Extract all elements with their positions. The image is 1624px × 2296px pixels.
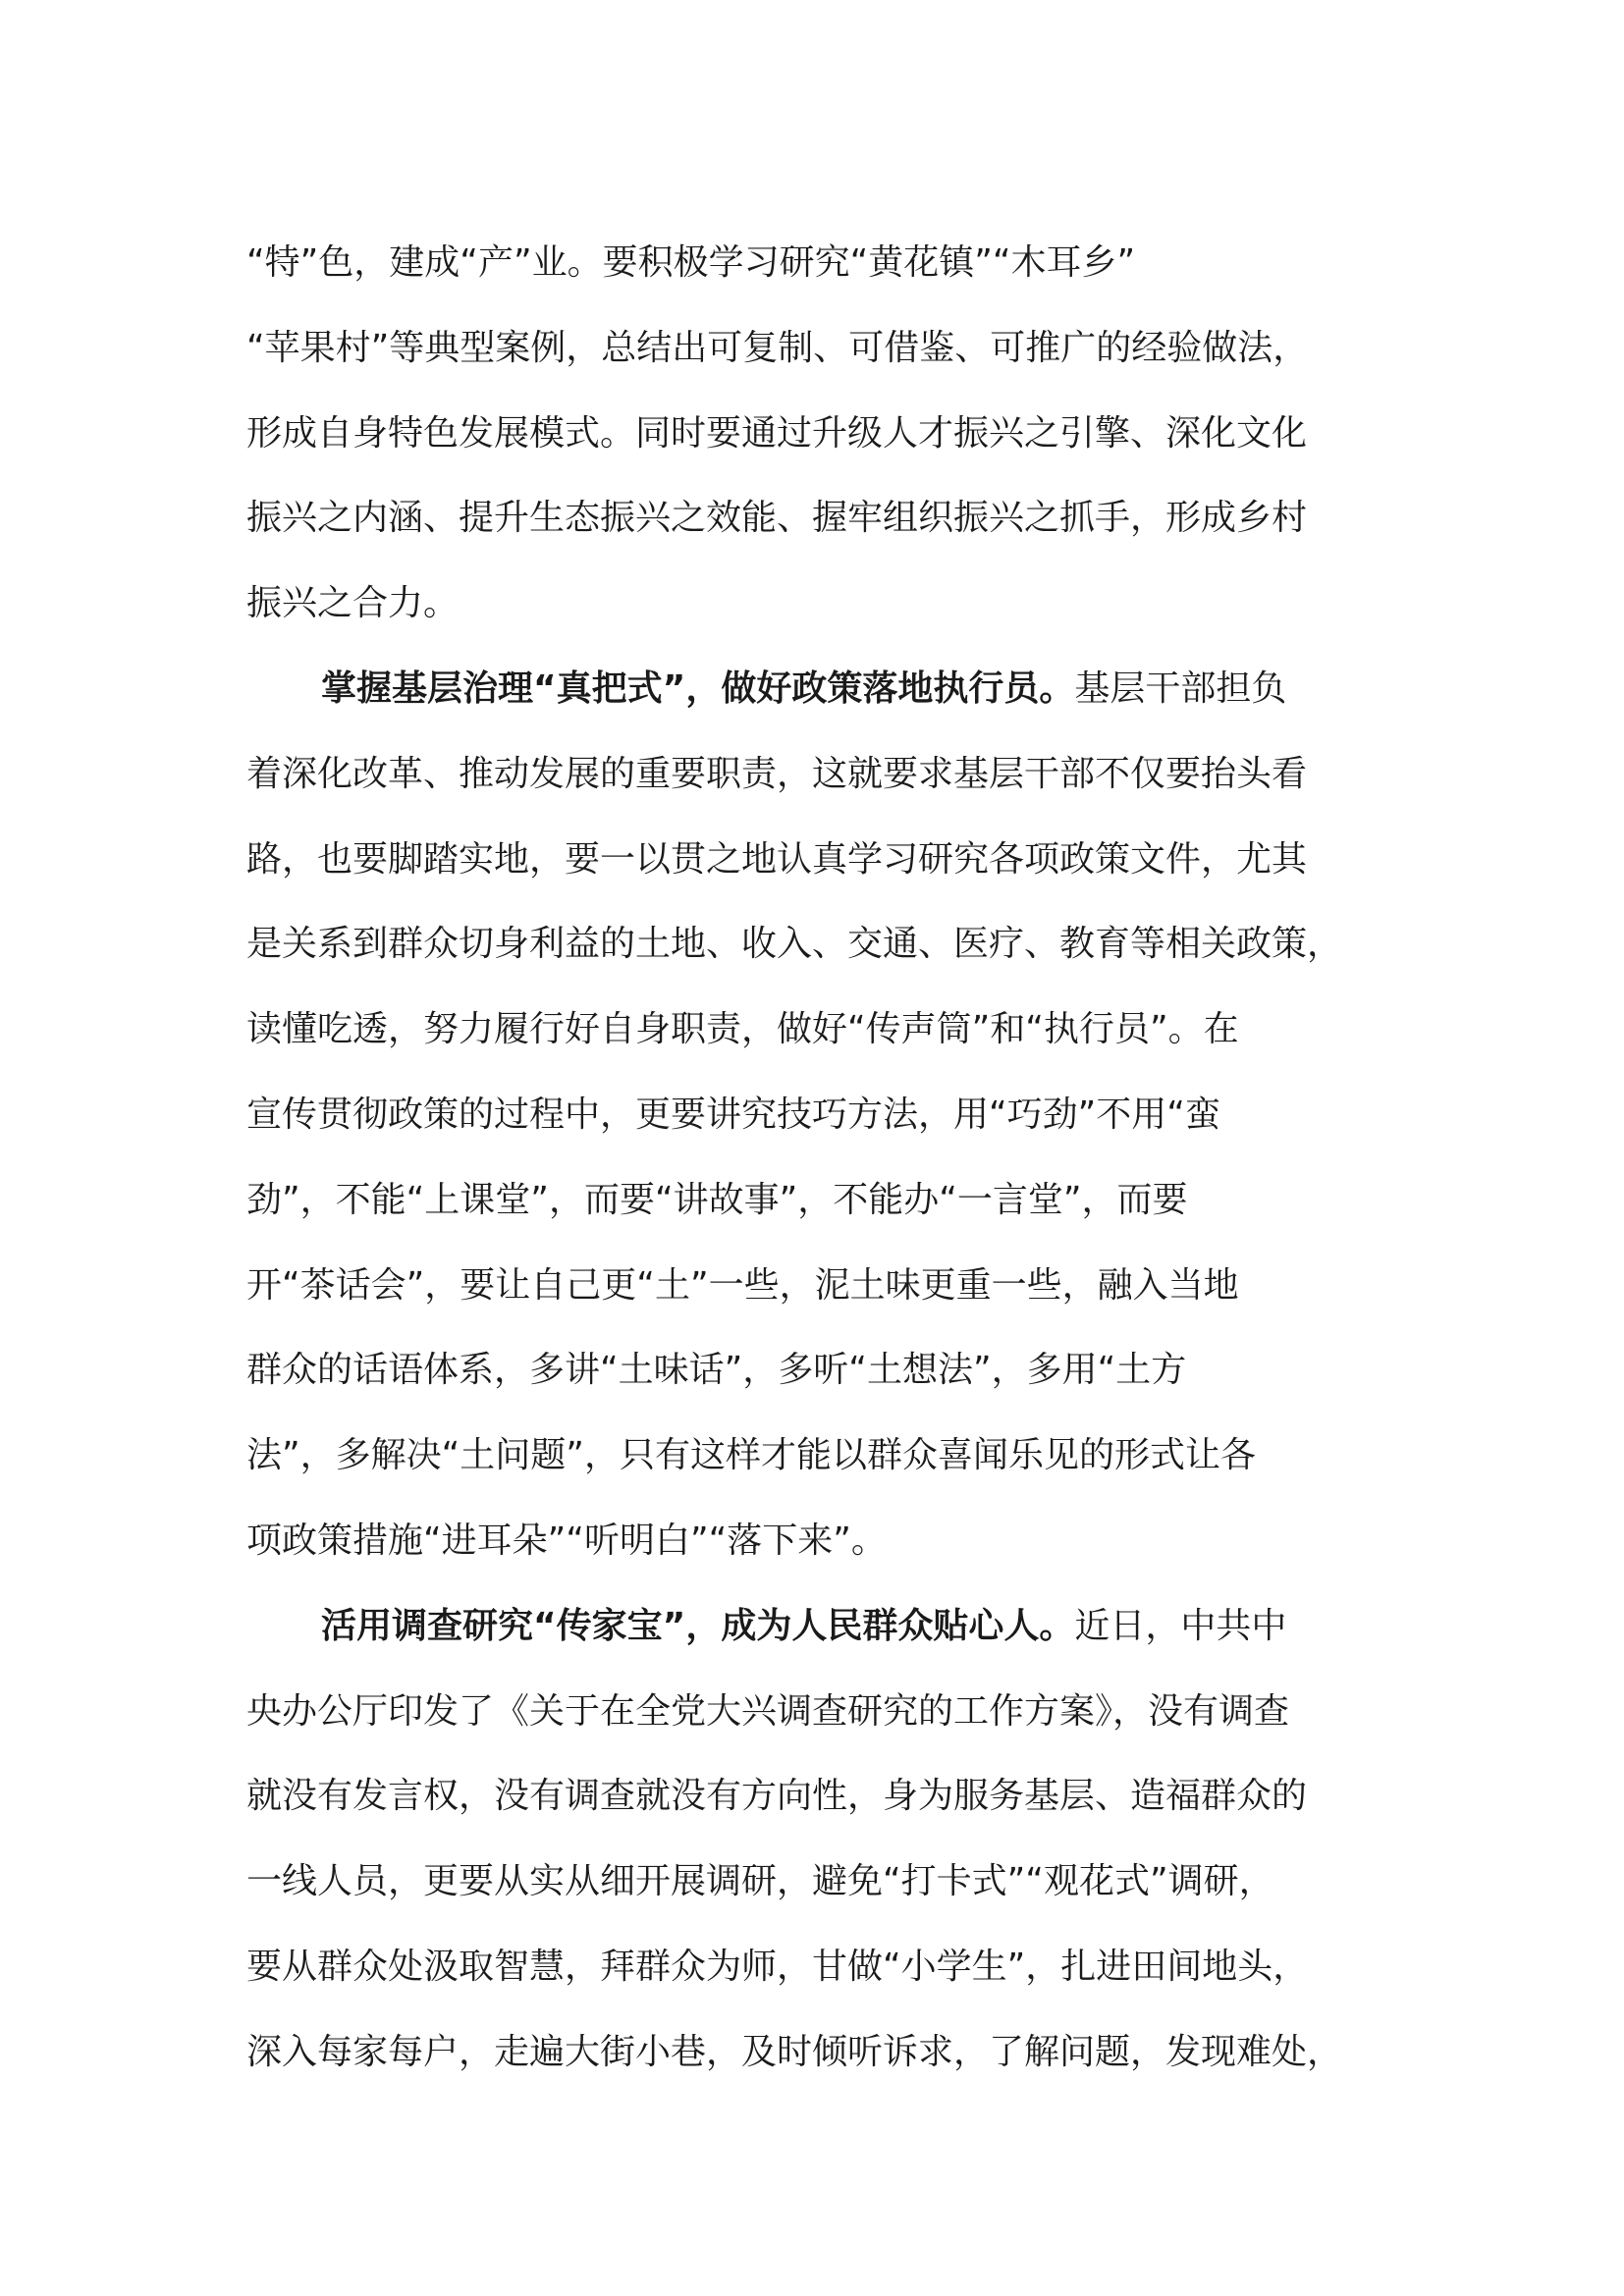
text-line-21 [246, 1925, 1385, 2010]
paragraph-heading: 活用调查研究“传家宝”，成为人民群众贴心人。 [321, 1605, 1075, 1646]
text-line-5 [246, 561, 1385, 647]
line-text: 振兴之合力。 [246, 583, 460, 624]
text-line-18 [246, 1670, 1385, 1755]
text-line-4 [246, 476, 1385, 561]
text-line-8 [246, 818, 1385, 903]
text-line-14 [246, 1328, 1385, 1414]
line-text: 群众的话语体系，多讲“土味话”，多听“土想法”，多用“土方 [246, 1350, 1187, 1391]
text-line-11 [246, 1073, 1385, 1158]
text-line-15 [246, 1414, 1385, 1499]
line-text: 振兴之内涵、提升生态振兴之效能、握牢组织振兴之抓手，形成乡村 [246, 498, 1308, 539]
line-text: 深入每家每户，走遍大街小巷，及时倾听诉求，了解问题，发现难处， [246, 2031, 1343, 2072]
text-line-22 [246, 2010, 1385, 2096]
document-body [246, 221, 1385, 2096]
line-text: 着深化改革、推动发展的重要职责，这就要求基层干部不仅要抬头看 [246, 753, 1308, 794]
line-text: 就没有发言权，没有调查就没有方向性，身为服务基层、造福群众的 [246, 1776, 1308, 1817]
line-text: 一线人员，更要从实从细开展调研，避免“打卡式”“观花式”调研， [246, 1861, 1274, 1902]
line-text: 要从群众处汲取智慧，拜群众为师，甘做“小学生”，扎进田间地头， [246, 1946, 1309, 1987]
text-line-2 [246, 306, 1385, 392]
line-text: 读懂吃透，努力履行好自身职责，做好“传声筒”和“执行员”。在 [246, 1009, 1239, 1050]
text-line-1 [246, 221, 1385, 306]
line-text: 开“茶话会”，要让自己更“土”一些，泥土味更重一些，融入当地 [246, 1264, 1239, 1306]
line-text: 基层干部担负 [1074, 667, 1287, 709]
text-line-20 [246, 1840, 1385, 1925]
line-text: 宣传贯彻政策的过程中，更要讲究技巧方法，用“巧劲”不用“蛮 [246, 1094, 1220, 1135]
line-text: 劲”，不能“上课堂”，而要“讲故事”，不能办“一言堂”，而要 [246, 1179, 1188, 1220]
text-line-10 [246, 988, 1385, 1073]
line-text: 近日，中共中 [1074, 1605, 1287, 1646]
text-line-7 [246, 732, 1385, 818]
text-line-13 [246, 1244, 1385, 1329]
text-line-16 [246, 1499, 1385, 1584]
line-text: “特”色，建成“产”业。要积极学习研究“黄花镇”“木耳乡” [246, 242, 1136, 283]
line-text: 项政策措施“进耳朵”“听明白”“落下来”。 [246, 1520, 887, 1561]
line-text: 形成自身特色发展模式。同时要通过升级人才振兴之引擎、深化文化 [246, 412, 1308, 454]
text-line-3 [246, 392, 1385, 477]
text-line-12 [246, 1158, 1385, 1244]
line-text: 路，也要脚踏实地，要一以贯之地认真学习研究各项政策文件，尤其 [246, 838, 1308, 880]
paragraph-2-first-line [246, 647, 1385, 732]
paragraph-3-first-line [246, 1584, 1385, 1670]
text-line-9 [246, 902, 1385, 988]
line-text: 央办公厅印发了《关于在全党大兴调查研究的工作方案》，没有调查 [246, 1690, 1290, 1732]
paragraph-heading: 掌握基层治理“真把式”，做好政策落地执行员。 [321, 667, 1075, 709]
line-text: “苹果村”等典型案例，总结出可复制、可借鉴、可推广的经验做法， [246, 327, 1309, 368]
line-text: 法”，多解决“土问题”，只有这样才能以群众喜闻乐见的形式让各 [246, 1435, 1256, 1476]
line-text: 是关系到群众切身利益的土地、收入、交通、医疗、教育等相关政策， [246, 924, 1343, 965]
text-line-19 [246, 1754, 1385, 1840]
